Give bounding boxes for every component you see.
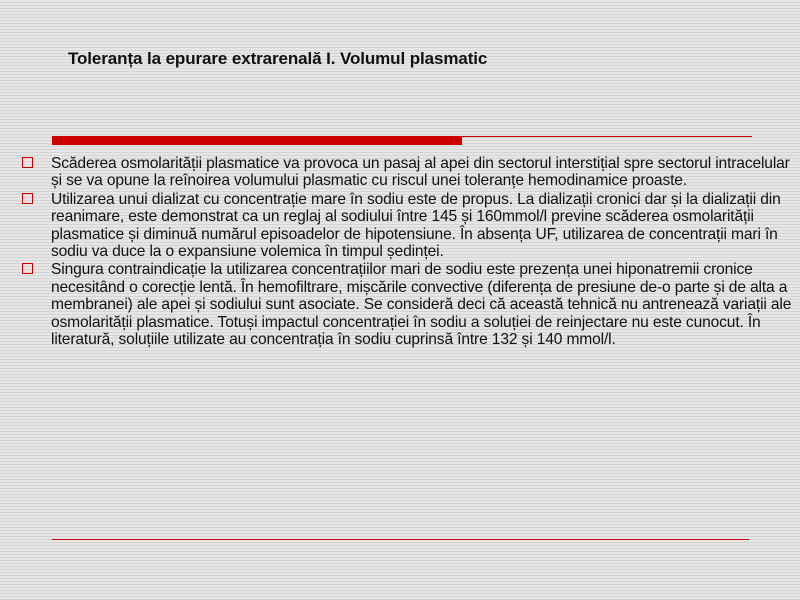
bullet-item xyxy=(20,191,796,261)
title-accent-line xyxy=(462,136,752,137)
hollow-square-icon xyxy=(22,193,33,204)
bullet-text: Scăderea osmolarității plasmatice va provoca un pasaj al apei din sectorul interstițial spre sectorul intracelular și se va opune la reînoirea volumului plasmatic cu riscul unei toleranțe hemodinamice proaste. xyxy=(51,155,790,190)
bullet-text: Singura contraindicație la utilizarea concentrațiilor mari de sodiu este prezența unei hiponatremii cronice necesitând o corecție lentă. În hemofiltrare, mișcările convective (diferența de presiune de-o parte și de alta a membranei) ale apei și sodiului sunt asociate. Se consideră deci că această tehnică nu antrenează variații ale osmolarității plasmatice. Totuși impactul concentrației în sodiu a soluției de reinjectare nu este cunocut. În literatură, soluțiile utilizate au concentrația în sodiu cuprinsă între 132 și 140 mmol/l. xyxy=(51,261,792,349)
bullet-item xyxy=(20,155,796,190)
bullet-text: Utilizarea unui dializat cu concentrație mare în sodiu este de propus. La dializații cronici dar și la dializații din reanimare, este demonstrat ca un reglaj al sodiului între 145 și 160mmol/l previne scăderea osmolarității plasmatice și diminuă numărul episoadelor de hipotensiune. În absența UF, utilizarea de concentrații mari în sodiu va duce la o expansiune volemica în timpul ședinței. xyxy=(51,190,781,261)
title-accent-bar xyxy=(52,136,462,145)
slide-title: Toleranța la epurare extrarenală I. Volumul plasmatic xyxy=(68,49,488,68)
bullet-item xyxy=(20,261,796,348)
hollow-square-icon xyxy=(22,157,33,168)
hollow-square-icon xyxy=(22,263,33,274)
footer-divider-line xyxy=(52,539,749,540)
bullet-list xyxy=(20,155,796,349)
